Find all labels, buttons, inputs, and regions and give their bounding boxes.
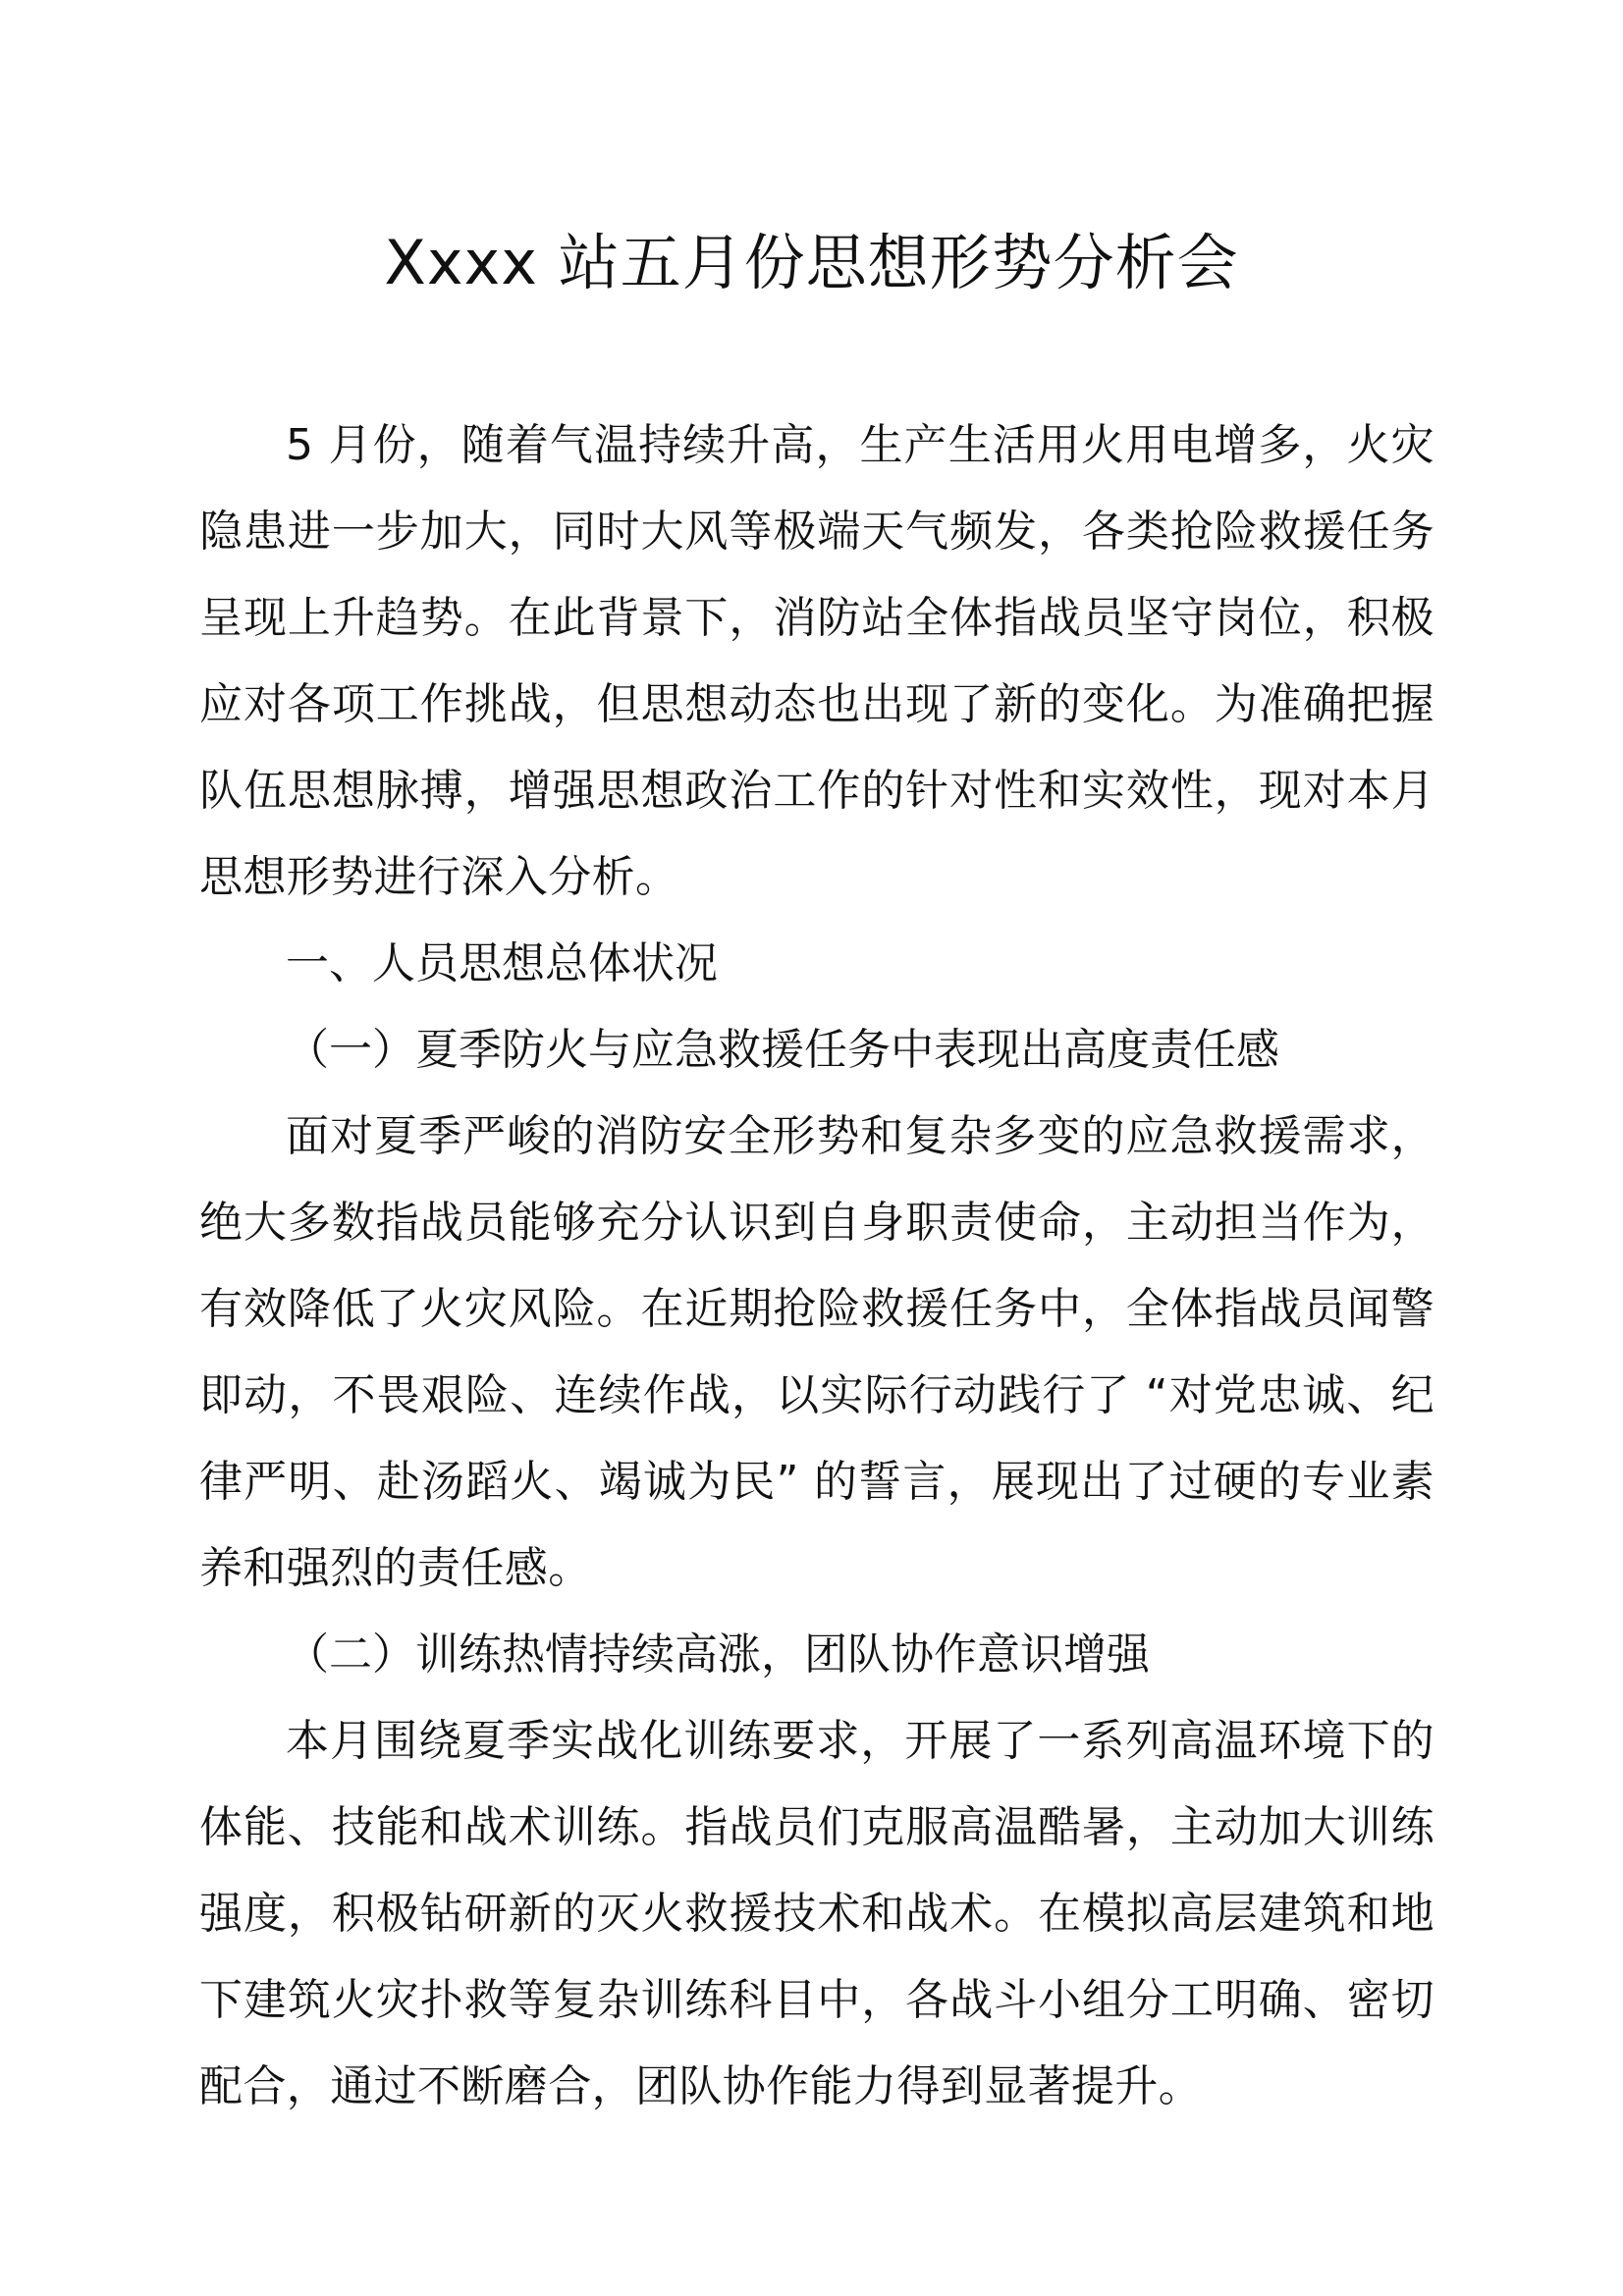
section-heading-1: 一、人员思想总体状况 (286, 938, 718, 988)
subsection-paragraph-1: 面对夏季严峻的消防安全形势和复杂多变的应急救援需求，绝大多数指战员能够充分认识到自身职责使命，主动担当作为，有效降低了火灾风险。在近期抢险救援任务中，全体指战员闻警即动，不畏艰险、连续作战，以实际行动践行了 “对党忠诚、纪律严明、赴汤蹈火、竭诚为民” 的誓言，展现出了过硬的专业素养和强烈的责任感。 (199, 1111, 1434, 1593)
subsection-paragraph-2: 本月围绕夏季实战化训练要求，开展了一系列高温环境下的体能、技能和战术训练。指战员们克服高温酷暑，主动加大训练强度，积极钻研新的灭火救援技术和战术。在模拟高层建筑和地下建筑火灾扑救等复杂训练科目中，各战斗小组分工明确、密切配合，通过不断磨合，团队协作能力得到显著提升。 (199, 1716, 1434, 2111)
subsection-heading-1: （一）夏季防火与应急救援任务中表现出高度责任感 (286, 1025, 1279, 1075)
intro-paragraph: 5 月份，随着气温持续升高，生产生活用火用电增多，火灾隐患进一步加大，同时大风等极端天气频发，各类抢险救援任务呈现上升趋势。在此背景下，消防站全体指战员坚守岗位，积极应对各项工作挑战，但思想动态也出现了新的变化。为准确把握队伍思想脉搏，增强思想政治工作的针对性和实效性，现对本月思想形势进行深入分析。 (199, 420, 1434, 902)
document-title: Xxxx 站五月份思想形势分析会 (384, 227, 1239, 298)
subsection-heading-2: （二）训练热情持续高涨，团队协作意识增强 (286, 1629, 1150, 1680)
document-body (199, 402, 1434, 2130)
